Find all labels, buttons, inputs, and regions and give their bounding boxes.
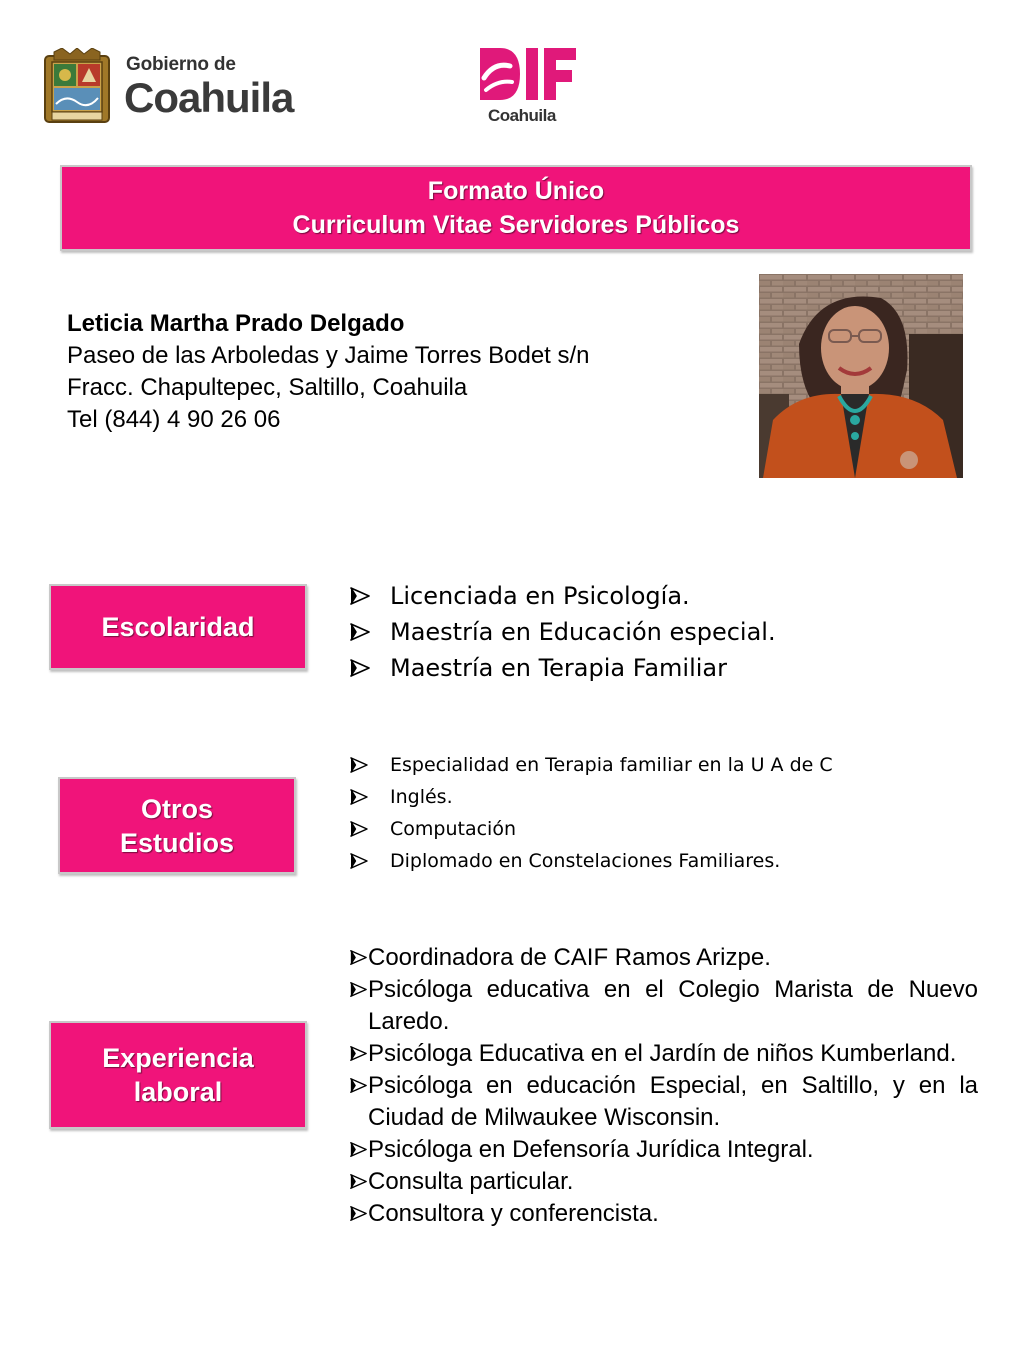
- arrow-bullet-icon: [350, 623, 370, 641]
- phone: Tel (844) 4 90 26 06: [67, 406, 281, 433]
- list-item: Inglés.: [350, 781, 990, 813]
- section-label-text: Otros: [140, 793, 213, 824]
- gobierno-coahuila-logo: [44, 46, 304, 126]
- section-label-text: laboral: [133, 1077, 223, 1107]
- arrow-bullet-icon: [350, 1205, 367, 1222]
- arrow-bullet-icon: [350, 1077, 367, 1094]
- arrow-bullet-icon: [350, 659, 370, 677]
- list-item: Diplomado en Constelaciones Familiares.: [350, 845, 990, 877]
- section-label-experiencia-laboral: [49, 1021, 307, 1129]
- otros-estudios-list: [350, 749, 990, 877]
- list-item: Computación: [350, 813, 990, 845]
- arrow-bullet-icon: [350, 789, 368, 805]
- arrow-bullet-icon: [350, 981, 367, 998]
- title-banner: [60, 165, 972, 251]
- section-label-otros-estudios: [58, 777, 296, 874]
- list-item: Licenciada en Psicología.: [350, 578, 990, 614]
- dif-logo-icon: [476, 44, 580, 104]
- gobierno-de-text: Gobierno de: [126, 54, 236, 75]
- address-line-2: Fracc. Chapultepec, Saltillo, Coahuila: [67, 374, 468, 401]
- contact-info: [67, 308, 590, 436]
- section-label-escolaridad: [49, 584, 307, 670]
- dif-coahuila-logo: [476, 44, 586, 128]
- arrow-bullet-icon: [350, 1141, 367, 1158]
- arrow-bullet-icon: [350, 1045, 367, 1062]
- list-item: Coordinadora de CAIF Ramos Arizpe.: [350, 942, 978, 974]
- coahuila-text: Coahuila: [124, 74, 294, 121]
- arrow-bullet-icon: [350, 757, 368, 773]
- dif-coahuila-text: Coahuila: [488, 106, 556, 125]
- coat-of-arms-icon: [44, 48, 110, 124]
- title-line-1: Formato Único: [427, 177, 605, 205]
- list-item: Maestría en Terapia Familiar: [350, 650, 990, 686]
- arrow-bullet-icon: [350, 853, 368, 869]
- list-item: Psicóloga educativa en el Colegio Marista de Nuevo Laredo.: [350, 974, 978, 1038]
- arrow-bullet-icon: [350, 821, 368, 837]
- experiencia-list: [350, 942, 978, 1230]
- arrow-bullet-icon: [350, 949, 367, 966]
- list-item: Consultora y conferencista.: [350, 1198, 978, 1230]
- portrait-photo: [759, 274, 963, 478]
- list-item: Psicóloga en educación Especial, en Saltillo, y en la Ciudad de Milwaukee Wisconsin.: [350, 1070, 978, 1134]
- person-name: Leticia Martha Prado Delgado: [67, 310, 405, 337]
- address-line-1: Paseo de las Arboledas y Jaime Torres Bodet s/n: [67, 342, 590, 369]
- list-item: Consulta particular.: [350, 1166, 978, 1198]
- list-item: Especialidad en Terapia familiar en la U A de C: [350, 749, 990, 781]
- title-line-2: Curriculum Vitae Servidores Públicos: [292, 211, 740, 239]
- list-item: Psicóloga en Defensoría Jurídica Integral.: [350, 1134, 978, 1166]
- arrow-bullet-icon: [350, 587, 370, 605]
- list-item: Maestría en Educación especial.: [350, 614, 990, 650]
- escolaridad-list: [350, 578, 990, 686]
- section-label-text: Escolaridad: [101, 612, 255, 642]
- section-label-text: Experiencia: [102, 1043, 254, 1073]
- arrow-bullet-icon: [350, 1173, 367, 1190]
- section-label-text: Estudios: [119, 827, 234, 858]
- list-item: Psicóloga Educativa en el Jardín de niños Kumberland.: [350, 1038, 978, 1070]
